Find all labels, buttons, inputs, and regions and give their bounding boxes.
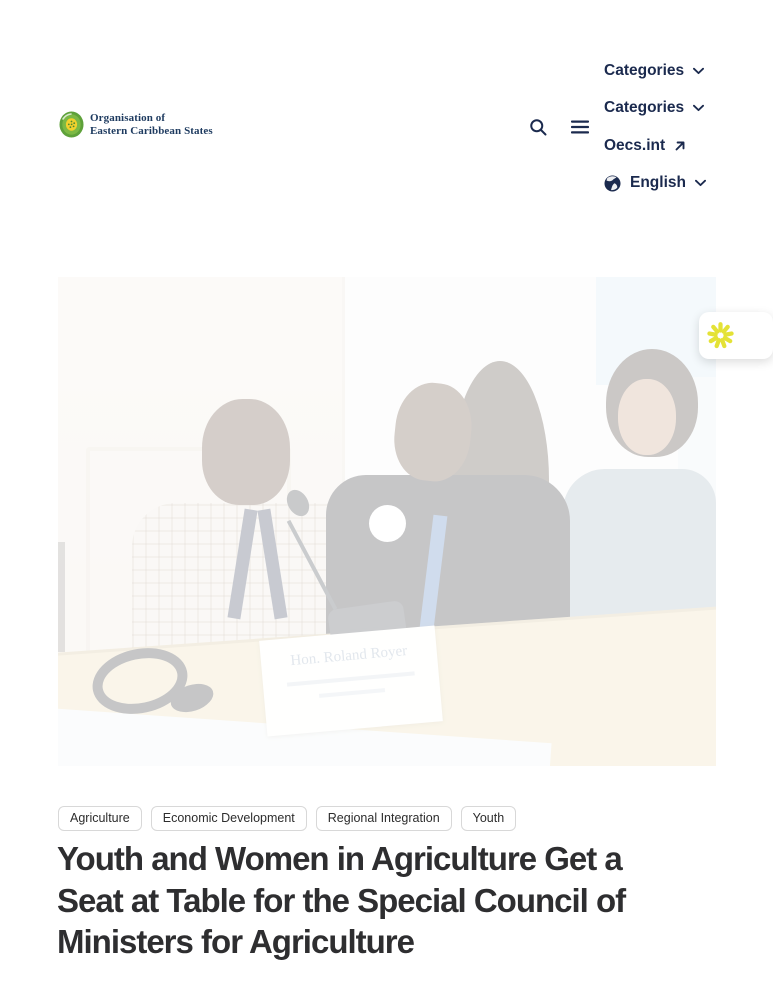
chevron-down-icon [695, 179, 706, 187]
search-icon [528, 125, 548, 140]
tag-agriculture[interactable]: Agriculture [58, 806, 142, 831]
oecs-logo-mark-icon [59, 111, 84, 138]
article-title-line-3: Ministers for Agriculture [57, 923, 414, 960]
header-nav [604, 62, 706, 192]
nav-oecs-int-link[interactable] [604, 137, 706, 154]
nav-categories-2[interactable] [604, 100, 706, 117]
oecs-logo-text [90, 112, 213, 138]
nav-categories-1-label: Categories [604, 61, 685, 79]
nav-language-selector[interactable] [604, 175, 706, 192]
nav-oecs-int-label: Oecs.int [604, 136, 666, 154]
article-title-line-2: Seat at Table for the Special Council of [57, 881, 626, 919]
chevron-down-icon [693, 104, 704, 112]
chevron-down-icon [693, 67, 704, 75]
nav-categories-2-label: Categories [604, 99, 685, 116]
nav-categories-1[interactable] [604, 62, 706, 79]
arrow-up-right-icon [674, 140, 686, 152]
search-button[interactable] [528, 117, 548, 137]
menu-button[interactable] [571, 120, 589, 134]
hamburger-icon [571, 122, 589, 137]
article-title-line-1: Youth and Women in Agriculture Get a [57, 840, 622, 877]
globe-icon [604, 175, 621, 192]
article-title [57, 838, 625, 963]
hero-image [58, 277, 716, 766]
nav-language-label: English [630, 174, 686, 191]
loading-circle [369, 505, 406, 542]
tag-youth[interactable]: Youth [461, 806, 517, 831]
asterisk-burst-icon [707, 322, 734, 349]
oecs-logo[interactable] [59, 111, 213, 138]
tag-economic-development[interactable]: Economic Development [151, 806, 307, 831]
tag-regional-integration[interactable]: Regional Integration [316, 806, 452, 831]
accessibility-widget-button[interactable] [699, 312, 773, 359]
logo-line-1: Organisation of [90, 111, 166, 124]
logo-line-2: Eastern Caribbean States [90, 124, 213, 137]
category-tags [58, 806, 516, 831]
